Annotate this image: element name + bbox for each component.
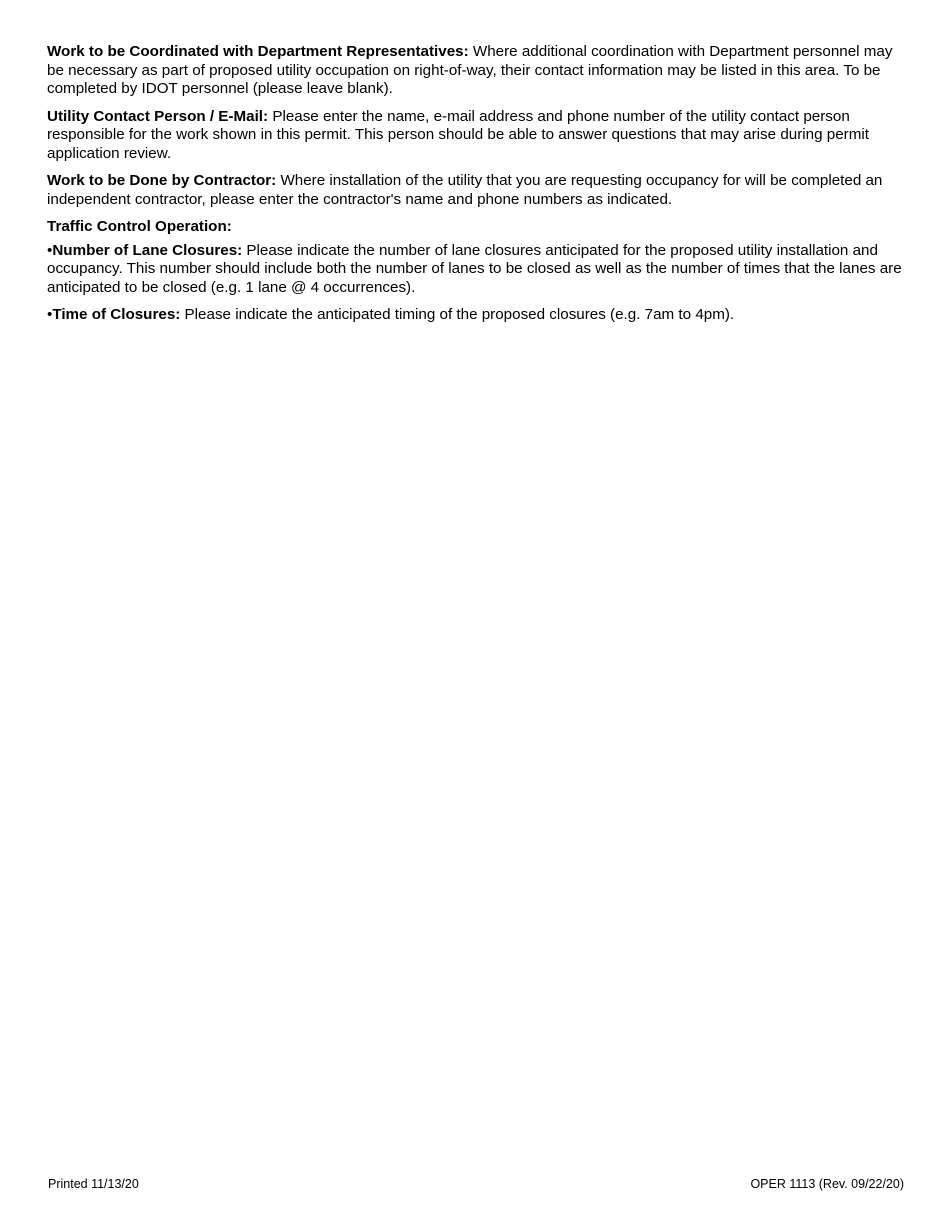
printed-date: Printed 11/13/20	[48, 1177, 139, 1191]
lane-closures-paragraph	[47, 242, 909, 298]
traffic-control-heading-paragraph	[47, 218, 909, 237]
coordination-body: Where additional coordination with Department personnel may be necessary as part of proposed utility occupation on right-of-way, their contact information may be listed in this area. To be completed by IDOT personnel (please leave blank).	[47, 43, 893, 97]
contractor-heading: Work to be Done by Contractor:	[47, 172, 277, 189]
utility-contact-body: Please enter the name, e-mail address and phone number of the utility contact person responsible for the work shown in this permit. This person should be able to answer questions that may arise during permit application review.	[47, 107, 869, 162]
coordination-heading: Work to be Coordinated with Department Representatives:	[47, 43, 469, 60]
utility-contact-heading: Utility Contact Person / E-Mail:	[47, 107, 269, 125]
utility-contact-paragraph	[47, 108, 909, 164]
traffic-control-heading: Traffic Control Operation:	[47, 218, 232, 235]
time-closures-body: Please indicate the anticipated timing of the proposed closures (e.g. 7am to 4pm).	[180, 306, 735, 323]
lane-closures-heading: Number of Lane Closures:	[52, 241, 243, 259]
lane-closures-body: Please indicate the number of lane closures anticipated for the proposed utility installation and occupancy. This number should include both the number of lanes to be closed as well as the number of times that the lanes are anticipated to be closed (e.g. 1 lane @ 4 occurrences).	[47, 241, 902, 296]
contractor-paragraph	[47, 172, 909, 209]
instructions-content	[47, 43, 909, 334]
form-number: OPER 1113 (Rev. 09/22/20)	[750, 1177, 904, 1191]
contractor-body: Where installation of the utility that you are requesting occupancy for will be completed an independent contractor, please enter the contractor's name and phone numbers as indicated.	[47, 172, 883, 208]
coordination-paragraph	[47, 43, 909, 99]
time-closures-bullet: •	[47, 306, 53, 323]
time-closures-paragraph	[47, 306, 909, 325]
lane-closures-bullet: •	[47, 241, 53, 259]
time-closures-heading: Time of Closures:	[52, 306, 181, 323]
